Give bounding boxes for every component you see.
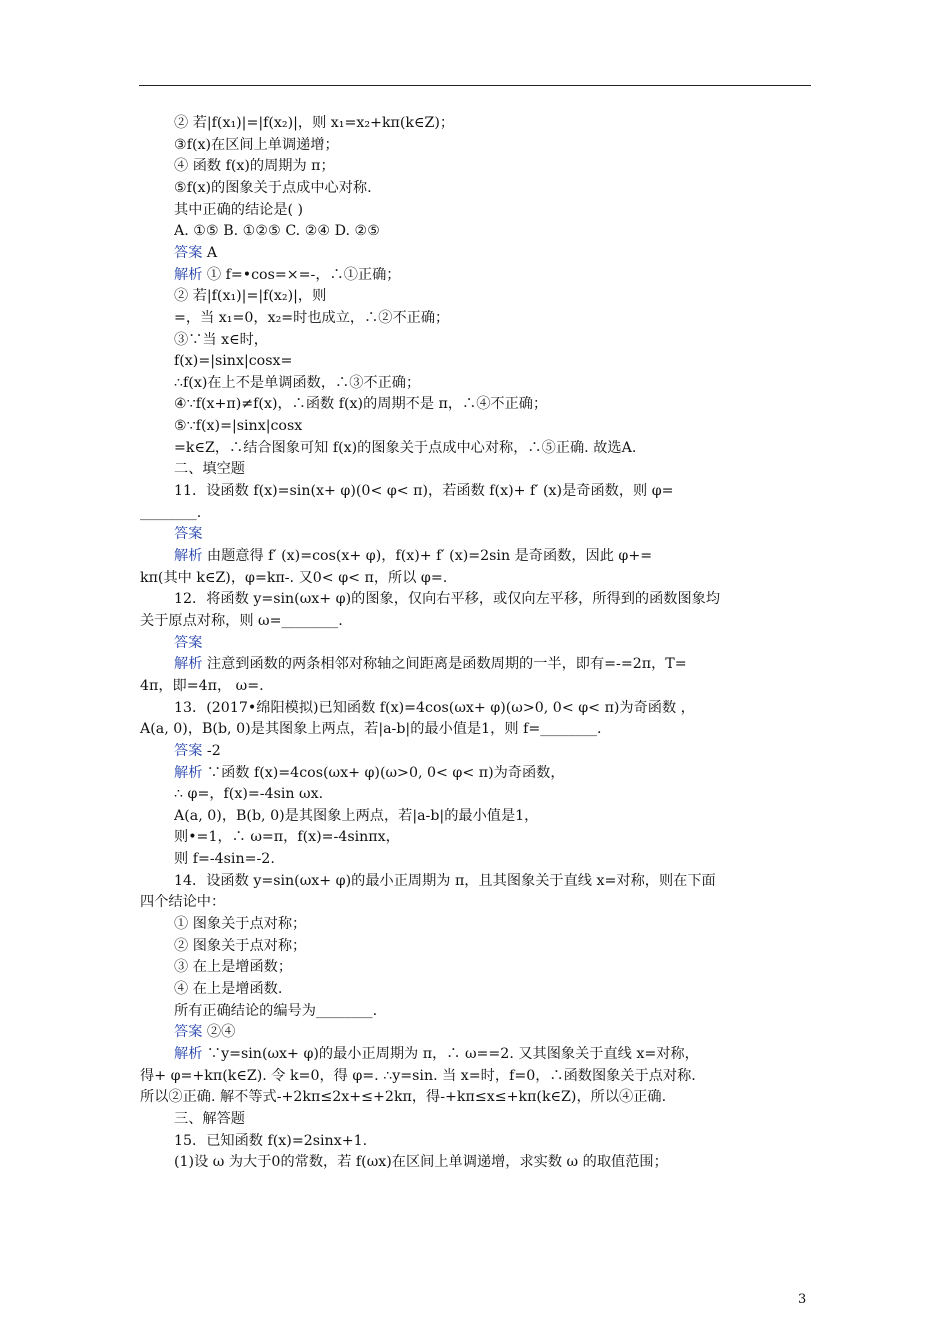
line-text: ⑤f(x)的图象关于点成中心对称. bbox=[174, 179, 372, 196]
analysis-line bbox=[174, 654, 687, 674]
text-line bbox=[174, 113, 454, 133]
text-line bbox=[174, 936, 306, 956]
line-text: 12．将函数 y=sin(ωx+ φ)的图象，仅向右平移，或仅向左平移，所得到的函数图象均 bbox=[174, 591, 721, 608]
answer-label: 答案 bbox=[174, 244, 203, 261]
text-line bbox=[140, 892, 225, 912]
text-line bbox=[174, 806, 538, 826]
line-text: ② 图象关于点对称； bbox=[174, 937, 307, 954]
text-line bbox=[174, 589, 720, 609]
line-text: ________. bbox=[140, 504, 202, 521]
line-text: 得+ φ=+kπ(k∈Z). 令 k=0，得 φ=. ∴y=sin. 当 x=时，f=0，∴函数图象关于点对称. bbox=[140, 1067, 696, 1084]
line-text: 则•=1，∴ ω=π，f(x)=-4sinπx， bbox=[174, 829, 400, 846]
analysis-label: 解析 bbox=[174, 764, 203, 781]
text-line bbox=[174, 286, 326, 306]
text-line bbox=[174, 1109, 245, 1129]
line-text: A(a, 0)，B(b, 0)是其图象上两点，若|a-b|的最小值是1，则 f=________. bbox=[140, 721, 602, 738]
line-text: 13．(2017•绵阳模拟)已知函数 f(x)=4cos(ωx+ φ)(ω>0, 0< φ< π)为奇函数 ， bbox=[174, 699, 695, 716]
text-line bbox=[174, 200, 303, 220]
line-text: ① 图象关于点对称； bbox=[174, 916, 307, 933]
text-line bbox=[140, 719, 601, 739]
text-line bbox=[174, 827, 400, 847]
answer-line bbox=[174, 524, 202, 544]
analysis-line bbox=[174, 1044, 699, 1064]
line-text: 11．设函数 f(x)=sin(x+ φ)(0< φ< π)，若函数 f(x)+ f′ (x)是奇函数，则 φ= bbox=[174, 483, 674, 500]
line-text: 四个结论中： bbox=[140, 894, 226, 911]
analysis-label: 解析 bbox=[174, 656, 203, 673]
line-text: ④ 函数 f(x)的周期为 π； bbox=[174, 158, 335, 175]
analysis-line bbox=[174, 546, 652, 566]
line-text: ∴ φ=，f(x)=-4sin ωx. bbox=[174, 786, 324, 803]
text-line bbox=[174, 135, 339, 155]
line-text: ③∵当 x∈时， bbox=[174, 331, 268, 348]
text-line bbox=[174, 459, 245, 479]
line-text: ④ 在上是增函数. bbox=[174, 981, 283, 997]
text-line bbox=[174, 221, 380, 241]
line-text: ④∵f(x+π)≠f(x)，∴函数 f(x)的周期不是 π，∴④不正确； bbox=[174, 396, 548, 413]
line-text: ③ 在上是增函数； bbox=[174, 959, 293, 976]
line-text: f(x)=|sinx|cosx= bbox=[174, 353, 293, 370]
line-text: ③f(x)在区间上单调递增； bbox=[174, 136, 339, 153]
line-text: ① f=•cos=×=-，∴①正确； bbox=[202, 266, 401, 283]
line-text: ②④ bbox=[202, 1024, 236, 1041]
text-line bbox=[174, 351, 292, 371]
line-text: ⑤∵f(x)=|sinx|cosx bbox=[174, 418, 303, 435]
answer-line bbox=[174, 243, 217, 263]
line-text: 则 f=-4sin=-2. bbox=[174, 851, 275, 868]
text-line bbox=[174, 784, 323, 804]
line-text: 15．已知函数 f(x)=2sinx+1. bbox=[174, 1132, 368, 1149]
line-text: 由题意得 f′ (x)=cos(x+ φ)，f(x)+ f′ (x)=2sin 是奇函数，因此 φ+= bbox=[202, 548, 653, 564]
text-line bbox=[174, 698, 695, 718]
page-number: 3 bbox=[798, 1292, 807, 1307]
text-line bbox=[174, 438, 636, 458]
text-line bbox=[174, 849, 275, 869]
text-line bbox=[140, 568, 447, 588]
text-line bbox=[174, 1001, 377, 1021]
text-line bbox=[174, 871, 716, 891]
line-text: 三、解答题 bbox=[174, 1110, 245, 1127]
answer-line bbox=[174, 633, 202, 653]
line-text: A(a, 0)，B(b, 0)是其图象上两点，若|a-b|的最小值是1， bbox=[174, 807, 539, 824]
text-line bbox=[174, 1131, 367, 1151]
text-line bbox=[174, 1152, 668, 1172]
text-line bbox=[174, 330, 268, 350]
text-line bbox=[140, 1066, 696, 1086]
line-text: 注意到函数的两条相邻对称轴之间距离是函数周期的一半，即有=-=2π，T= bbox=[202, 656, 687, 673]
line-text: 关于原点对称，则 ω=________. bbox=[140, 612, 343, 629]
text-line bbox=[174, 394, 547, 414]
text-line bbox=[140, 676, 264, 696]
header-rule bbox=[139, 85, 811, 86]
analysis-line bbox=[174, 265, 400, 285]
line-text: (1)设 ω 为大于0的常数，若 f(ωx)在区间上单调递增，求实数 ω 的取值范围； bbox=[174, 1154, 668, 1171]
text-line bbox=[174, 416, 302, 436]
text-line bbox=[174, 156, 335, 176]
line-text: =，当 x₁=0，x₂=时也成立，∴②不正确； bbox=[174, 309, 450, 326]
line-text: 二、填空题 bbox=[174, 461, 245, 478]
answer-label: 答案 bbox=[174, 742, 203, 759]
line-text: 所以②正确. 解不等式-+2kπ≤2x+≤+2kπ，得-+kπ≤x≤+kπ(k∈Z)，所以④正确. bbox=[140, 1089, 667, 1106]
text-line bbox=[174, 481, 674, 501]
line-text: ∵函数 f(x)=4cos(ωx+ φ)(ω>0, 0< φ< π)为奇函数， bbox=[202, 764, 565, 781]
analysis-label: 解析 bbox=[174, 548, 203, 564]
text-line bbox=[174, 308, 449, 328]
line-text: A bbox=[202, 244, 218, 261]
line-text: -2 bbox=[202, 742, 221, 759]
text-line bbox=[140, 503, 201, 523]
line-text: ∵y=sin(ωx+ φ)的最小正周期为 π，∴ ω==2. 又其图象关于直线 x=对称， bbox=[202, 1045, 699, 1062]
text-line bbox=[174, 178, 372, 198]
line-text: ② 若|f(x₁)|=|f(x₂)|，则 x₁=x₂+kπ(k∈Z)； bbox=[174, 115, 455, 131]
analysis-line bbox=[174, 763, 565, 783]
text-line bbox=[174, 957, 292, 977]
answer-label: 答案 bbox=[174, 1024, 203, 1041]
line-text: =k∈Z，∴结合图象可知 f(x)的图象关于点成中心对称，∴⑤正确. 故选A. bbox=[174, 439, 637, 456]
answer-label: 答案 bbox=[174, 526, 203, 543]
line-text: A. ①⑤ B. ①②⑤ C. ②④ D. ②⑤ bbox=[174, 223, 380, 240]
line-text: ② 若|f(x₁)|=|f(x₂)|，则 bbox=[174, 288, 327, 305]
answer-line bbox=[174, 1022, 235, 1042]
analysis-label: 解析 bbox=[174, 1045, 203, 1062]
text-line bbox=[174, 979, 282, 999]
answer-label: 答案 bbox=[174, 634, 203, 651]
line-text: 4π，即=4π， ω=. bbox=[140, 677, 264, 694]
line-text: kπ(其中 k∈Z)，φ=kπ-. 又0< φ< π，所以 φ=. bbox=[140, 569, 448, 586]
text-line bbox=[140, 611, 343, 631]
line-text: 所有正确结论的编号为________. bbox=[174, 1002, 378, 1019]
line-text: ∴f(x)在上不是单调函数，∴③不正确； bbox=[174, 374, 421, 391]
line-text: 其中正确的结论是( ) bbox=[174, 201, 304, 218]
answer-line bbox=[174, 741, 221, 761]
text-line bbox=[174, 914, 306, 934]
text-line bbox=[140, 1087, 666, 1107]
analysis-label: 解析 bbox=[174, 266, 203, 283]
line-text: 14．设函数 y=sin(ωx+ φ)的最小正周期为 π，且其图象关于直线 x=对称，则在下面 bbox=[174, 872, 716, 889]
text-line bbox=[174, 373, 420, 393]
